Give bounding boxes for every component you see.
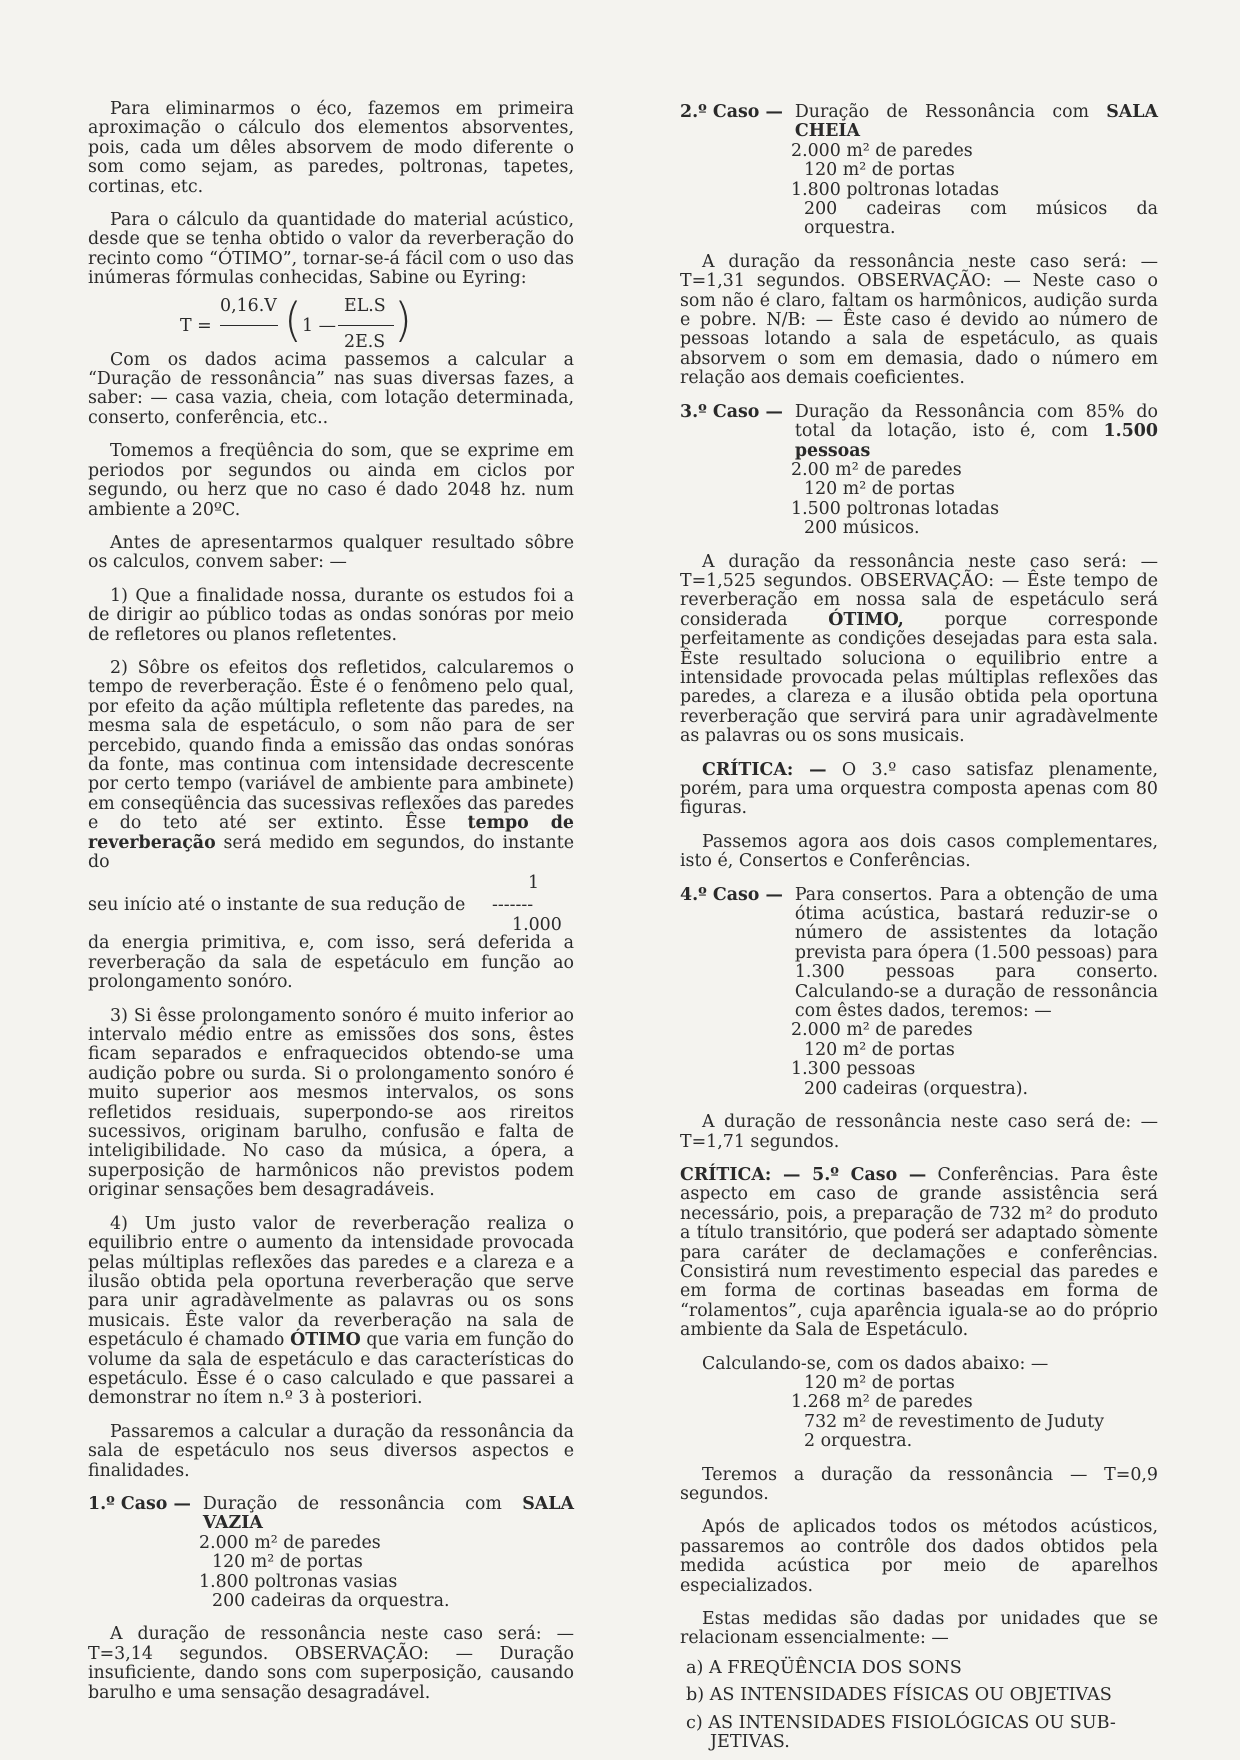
list-item: 200 cadeiras com músicos da orquestra. [804,199,1158,239]
list-item: 120 m² de portas [804,1039,955,1060]
right-bracket: ) [394,292,412,347]
list-item: 1.800 poltronas lotadas [791,179,1000,200]
left-column [88,100,574,1717]
list-item-c-cont: JETIVAS. [710,1732,790,1753]
list-item-c: c) AS INTENSIDADES FISIOLÓGICAS OU SUB- [686,1712,1116,1733]
paragraph: Estas medidas são dadas por unidades que se relacionam essencialmente: — [680,1609,1158,1649]
case-label: 2.º Caso — [680,102,783,122]
case-1-materials [88,1534,574,1612]
paragraph: Passaremos a calcular a duração da ressonância da sala de espetáculo nos seus diversos aspectos e finalidades. [88,1421,574,1481]
case-label: 1.º Caso — [88,1493,191,1514]
list-item: 732 m² de revestimento de Juduty [804,1411,1105,1432]
list-item: 200 músicos. [804,518,920,539]
case-3-heading: 3.º Caso — Duração da Ressonância com 85% do total da lotação, isto é, com 1.500 pessoas [680,401,1159,461]
sabine-formula [88,292,574,352]
paragraph: 3) Si êsse prolongamento sonóro é muito inferior ao intervalo médio entre as emissões dos sons, êstes ficam separados e enfraquecidos obtendo-se uma audição pobre ou surda. Si o prolongamento sonóro é muito superior aos mesmos intervalos, os sons refletidos residuais, superpondo-se aos rireitos sucessivos, originam barulho, confusão e falta de inteligibilidade. No caso da música, a ópera, a superposição de harmônicos não previstos podem originar sensações bem desagradáveis. [88,1005,574,1201]
paragraph: CRÍTICA: — O 3.º caso satisfaz plenamente, porém, para uma orquestra composta apenas com 80 figuras. [680,759,1158,819]
list-item: 200 cadeiras (orquestra). [804,1078,1029,1099]
list-item-a: a) A FREQÜÊNCIA DOS SONS [686,1657,962,1678]
paragraph: Teremos a duração da ressonância — T=0,9 segundos. [680,1464,1158,1504]
case-label: 3.º Caso — [680,401,783,422]
fraction-numerator: 1 [528,873,540,894]
paragraph: CRÍTICA: — 5.º Caso — Conferências. Para êste aspecto em caso de grande assistência será necessário, pois, a preparação de 732 m² do produto a título transitório, que poderá ser adaptado sòmente para caráter de declamações e conferências. Consistirá num revestimento especial das paredes e em forma de cortinas baseadas em forma de “rolamentos”, cuja aparência iguala-se ao do próprio ambiente da Sala de Espetáculo. [680,1164,1158,1341]
list-item: 2.00 m² de paredes [791,459,962,480]
calc-materials [680,1374,1158,1452]
case-2-materials [680,142,1158,239]
fraction-bar [338,325,394,326]
case-label: 4.º Caso — [680,884,783,905]
list-item: 1.500 poltronas lotadas [791,498,1000,519]
paragraph: da energia primitiva, e, com isso, será deferida a reverberação da sala de espetáculo em função ao prolongamento sonóro. [88,933,574,993]
reduction-fraction: seu início até o instante de sua redução de ------- 1 1.000 [88,873,562,936]
list-item: 120 m² de portas [804,160,955,181]
case-2-heading: 2.º Caso — Duração de Ressonância com SALA CHEIA [680,102,1158,142]
list-item: 2 orquestra. [804,1431,913,1452]
paragraph: Com os dados acima passemos a calcular a “Duração de ressonância” nas suas diversas fazes, a saber: — casa vazia, cheia, com lotação determinada, conserto, conferência, etc.. [88,349,574,428]
paragraph: Para o cálculo da quantidade do material acústico, desde que se tenha obtido o valor da reverberação do recinto como “ÓTIMO”, tornar-se-á fácil com o uso das inúmeras fórmulas conhecidas, Sabine ou Eyring: [88,210,574,289]
paragraph: Passemos agora aos dois casos complementares, isto é, Consertos e Conferências. [680,831,1158,872]
list-item: 2.000 m² de paredes [791,140,973,161]
list-item: 120 m² de portas [804,1372,955,1393]
list-item: 120 m² de portas [804,479,955,500]
case-4-heading: 4.º Caso — Para consertos. Para a obtenção de uma ótima acústica, bastará reduzir-se o número de assistentes da lotação prevista para ópera (1.500 pessoas) para 1.300 pessoas para conserto. Calculando-se a duração de ressonância com êstes dados, teremos: — [680,884,1158,1022]
left-bracket: ( [284,292,302,347]
paragraph: 4) Um justo valor de reverberação realiza o equilibrio entre o aumento da intensidade provocada pelas múltiplas reflexões das paredes e a clareza e a ilusão obtida pela oportuna reverberação que serve para unir agradàvelmente as palavras ou os sons musicais. Êste valor da reverberação na sala de espetáculo é chamado ÓTIMO que varia em função do volume da sala de espetáculo e das características do espetáculo. Êsse é o caso calculado e que passarei a demonstrar no ítem n.º 3 à posteriori. [88,1213,574,1409]
right-column [680,103,1158,1760]
list-item: 120 m² de portas [212,1552,363,1573]
paragraph: Antes de apresentarmos qualquer resultado sôbre os calculos, convem saber: — [88,532,574,573]
list-item: 1.268 m² de paredes [791,1392,973,1413]
paragraph: A duração de ressonância neste caso será de: — T=1,71 segundos. [680,1112,1158,1152]
list-item: 2.000 m² de paredes [791,1020,973,1041]
list-item: 200 cadeiras da orquestra. [212,1591,450,1611]
paragraph: Tomemos a freqüência do som, que se exprime em periodos por segundos ou ainda em ciclos por segundo, ou herz que no caso é dado 2048 hz. num ambiente a 20ºC. [88,441,574,520]
paragraph: A duração de ressonância neste caso será: — T=3,14 segundos. OBSERVAÇÃO: — Duração insuficiente, dando sons com superposição, causando barulho e uma sensação desagradável. [88,1624,574,1703]
formula-denominator-2: 2E.S [344,331,386,352]
paragraph: 2) Sôbre os efeitos dos refletidos, calcularemos o tempo de reverberação. Êste é o fenômeno pelo qual, por efeito da ação múltipla refletente das paredes, na mesma sala de espetáculo, o som não para de ser percebido, quando finda a emissão das ondas sonóras da fonte, mas continua com intensidade decrescente por certo tempo (variável de ambiente para ambinete) em conseqüência das sucessivas reflexões das paredes e do teto até ser extinto. Êsse tempo de reverberação será medido em segundos, do instante do [88,657,574,872]
paragraph: Para eliminarmos o éco, fazemos em primeira aproximação o cálculo dos elementos absorventes, pois, cada um dêles absorvem de modo diferente o som como sejam, as paredes, poltronas, tapetes, cortinas, etc. [88,99,574,197]
case-4-materials [680,1021,1158,1099]
formula-lhs: T = [180,315,212,336]
fraction-denominator: 1.000 [512,915,562,936]
formula-numerator: 0,16.V [220,295,277,316]
list-item: 1.300 pessoas [791,1059,916,1080]
list-item: 2.000 m² de paredes [199,1532,381,1553]
text: seu início até o instante de sua redução de [88,895,466,916]
formula-numerator-2: EL.S [344,295,386,316]
paragraph: A duração da ressonância neste caso será: — T=1,525 segundos. OBSERVAÇÃO: — Êste tempo de reverberação em nossa sala de espetáculo será considerada ÓTIMO, porque corresponde perfeitamente as condições desejadas para esta sala. Êste resultado soluciona o equilibrio entre a intensidade provocada pelas múltiplas reflexões das paredes, a clareza e a ilusão obtida pela oportuna reverberação que servirá para unir agradàvelmente as palavras ou os sons musicais. [680,551,1159,747]
paragraph: Após de aplicados todos os métodos acústicos, passaremos ao contrôle dos dados obtidos pela medida acústica por meio de aparelhos especializados. [680,1517,1158,1596]
list-item: 1.800 poltronas vasias [199,1571,398,1592]
paragraph: 1) Que a finalidade nossa, durante os estudos foi a de dirigir ao público todas as ondas sonóras por meio de refletores ou planos refletentes. [88,585,574,645]
list-item-b: b) AS INTENSIDADES FÍSICAS OU OBJETIVAS [686,1685,1112,1706]
paragraph: A duração da ressonância neste caso será: — T=1,31 segundos. OBSERVAÇÃO: — Neste caso o som não é claro, faltam os harmônicos, audição surda e pobre. N/B: — Êste caso é devido ao número de pessoas lotando a sala de espetáculo, as quais absorvem o som em demasia, dado o número em relação aos demais coeficientes. [680,251,1158,389]
paragraph: Calculando-se, com os dados abaixo: — [702,1353,1049,1374]
case-3-materials [680,461,1158,539]
fraction-bar [220,325,278,326]
case-1-heading: 1.º Caso — Duração de ressonância com SALA VAZIA [88,1493,574,1534]
formula-one: 1 — [302,315,336,336]
